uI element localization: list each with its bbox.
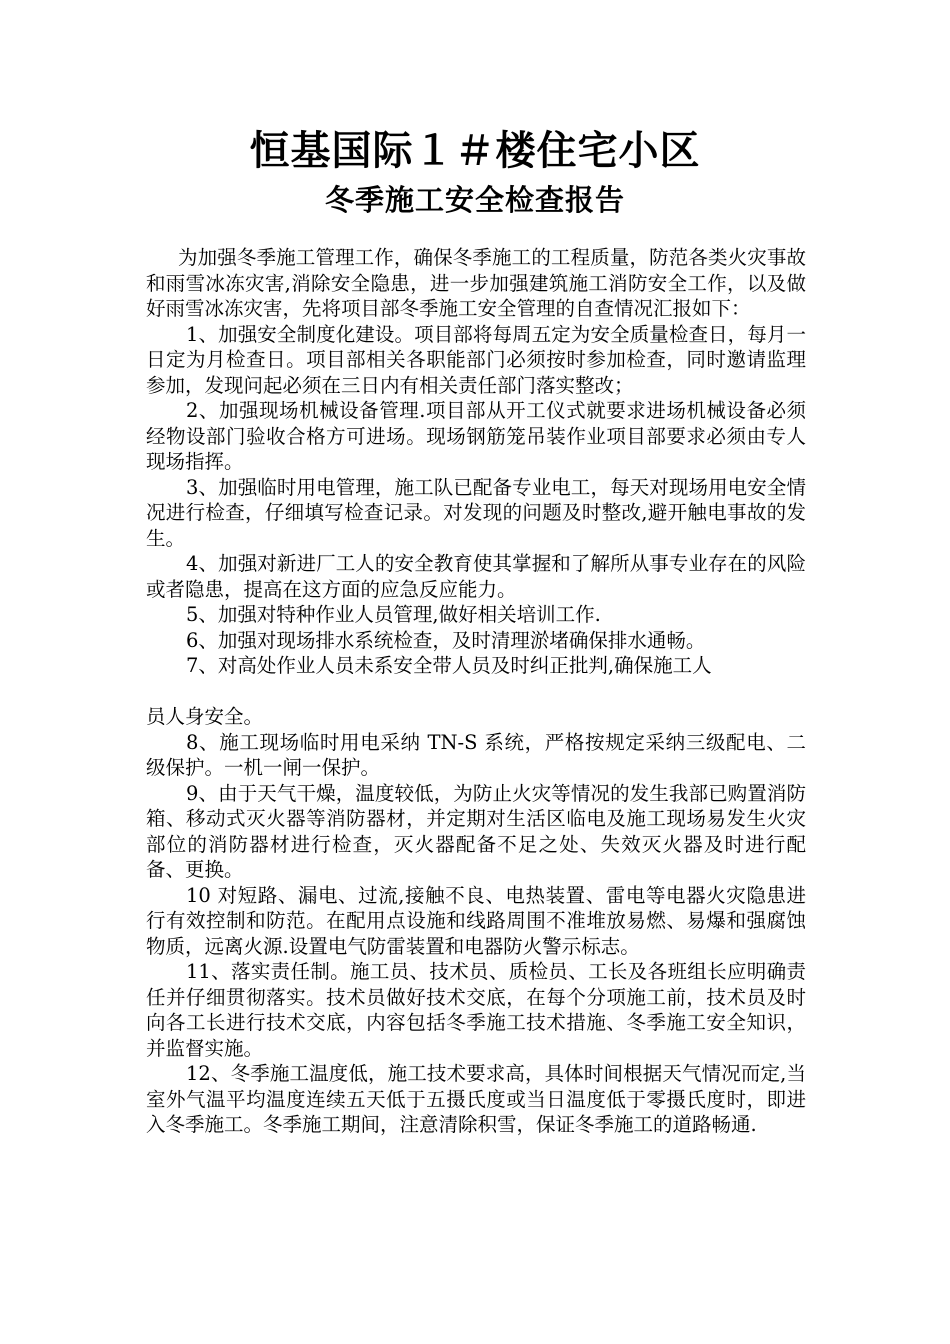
item-paragraph-8: 8、施工现场临时用电采纳 TN-S 系统，严格按规定采纳三级配电、二级保护。一机一闸一保护。 bbox=[146, 730, 806, 779]
item-paragraph-7: 7、对高处作业人员未系安全带人员及时纠正批判,确保施工人 bbox=[186, 654, 712, 677]
item-paragraph-4: 4、加强对新进厂工人的安全教育使其掌握和了解所从事专业存在的风险或者隐患，提高在这方面的应急反应能力。 bbox=[146, 552, 806, 601]
paragraph-gap bbox=[146, 679, 806, 705]
item-paragraph-5: 5、加强对特种作业人员管理,做好相关培训工作. bbox=[186, 603, 601, 626]
document-subtitle: 冬季施工安全检查报告 bbox=[324, 183, 625, 217]
item-paragraph-1: 1、加强安全制度化建设。项目部将每周五定为安全质量检查日，每月一日定为月检查日。项目部相关各职能部门必须按时参加检查，同时邀请监理参加，发现问起必须在三日内有相关责任部门落实整改； bbox=[146, 322, 806, 397]
item-paragraph-10: 10 对短路、漏电、过流,接触不良、电热装置、雷电等电器火灾隐患进行有效控制和防范。在配用点设施和线路周围不准堆放易燃、易爆和强腐蚀物质，远离火源.设置电气防雷装置和电器防火警示标志。 bbox=[146, 883, 806, 958]
document-title: 恒基国际１＃楼住宅小区 bbox=[249, 127, 701, 174]
item-paragraph-2: 2、加强现场机械设备管理.项目部从开工仪式就要求进场机械设备必须经物设部门验收合格方可进场。现场钢筋笼吊装作业项目部要求必须由专人现场指挥。 bbox=[146, 399, 806, 473]
item-paragraph-3: 3、加强临时用电管理，施工队已配备专业电工，每天对现场用电安全情况进行检查，仔细填写检查记录。对发现的问题及时整改,避开触电事故的发生。 bbox=[146, 475, 806, 550]
item-paragraph-9: 9、由于天气干燥，温度较低，为防止火灾等情况的发生我部已购置消防箱、移动式灭火器等消防器材，并定期对生活区临电及施工现场易发生火灾部位的消防器材进行检查，灭火器配备不足之处、失效灭火器及时进行配备、更换。 bbox=[146, 781, 806, 881]
document-body bbox=[146, 245, 806, 1138]
item-paragraph-7-continued: 员人身安全。 bbox=[146, 705, 264, 728]
item-paragraph-6: 6、加强对现场排水系统检查，及时清理淤堵确保排水通畅。 bbox=[186, 628, 706, 652]
item-paragraph-12: 12、冬季施工温度低，施工技术要求高，具体时间根据天气情况而定,当室外气温平均温度连续五天低于五摄氏度或当日温度低于零摄氏度时，即进入冬季施工。冬季施工期间，注意清除积雪，保证冬季施工的道路畅通. bbox=[146, 1062, 806, 1136]
intro-paragraph: 为加强冬季施工管理工作，确保冬季施工的工程质量，防范各类火灾事故和雨雪冰冻灾害,消除安全隐患，进一步加强建筑施工消防安全工作，以及做好雨雪冰冻灾害，先将项目部冬季施工安全管理的自查情况汇报如下： bbox=[146, 246, 806, 320]
item-paragraph-11: 11、落实责任制。施工员、技术员、质检员、工长及各班组长应明确责任并仔细贯彻落实。技术员做好技术交底，在每个分项施工前，技术员及时向各工长进行技术交底，内容包括冬季施工技术措施、冬季施工安全知识，并监督实施。 bbox=[146, 960, 806, 1060]
